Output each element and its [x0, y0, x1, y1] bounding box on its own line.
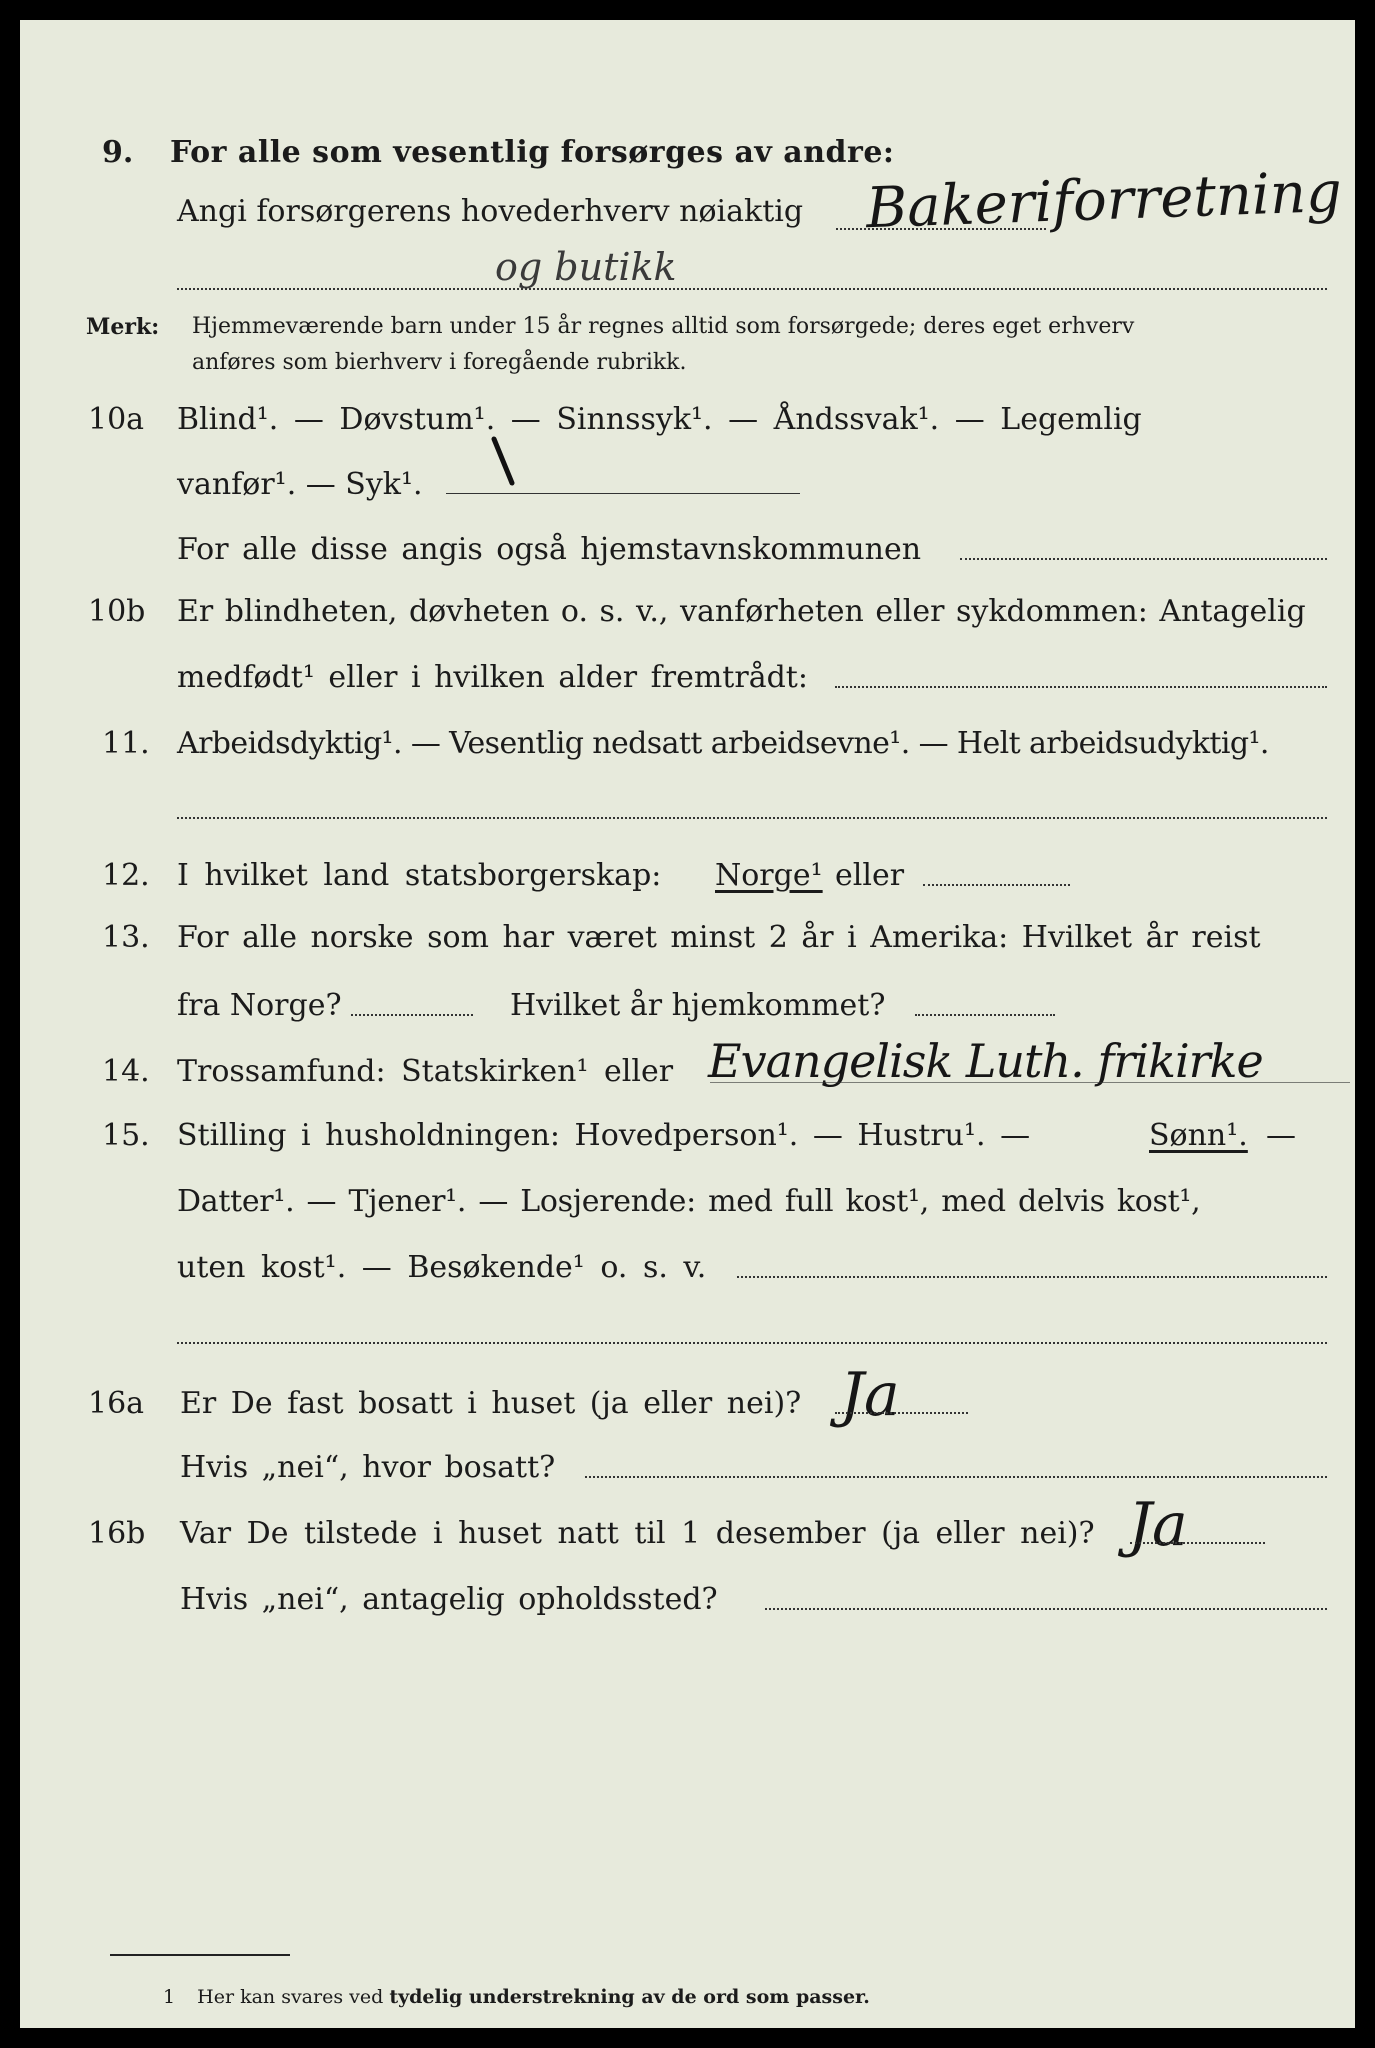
q9-line2: Angi forsørgerens hovederhverv nøiaktig: [177, 194, 804, 229]
census-form-page: [20, 20, 1355, 2028]
footnote: [163, 1984, 870, 2010]
q13-line1: For alle norske som har været minst 2 år i Amerika: Hvilket år reist: [177, 920, 1261, 955]
footnote-bold: tydelig understrekning av de ord som passer.: [389, 1986, 870, 2008]
q15-sonn-underlined: Sønn¹.: [1149, 1118, 1248, 1153]
q14-number: 14.: [102, 1054, 150, 1089]
q16b-handwritten-answer: Ja: [1128, 1490, 1188, 1560]
q15-line2: Datter¹. — Tjener¹. — Losjerende: med full kost¹, med delvis kost¹,: [177, 1184, 1201, 1219]
q10a-number: 10a: [88, 402, 145, 437]
q12-answer-line: [923, 884, 1070, 886]
q16b-number: 16b: [88, 1516, 146, 1551]
q14-line1: Trossamfund: Statskirken¹ eller: [177, 1054, 674, 1089]
q9-handwritten-answer2: og butikk: [495, 245, 677, 289]
q15-second-line: [177, 1342, 1327, 1344]
q13-line2b: Hvilket år hjemkommet?: [510, 988, 886, 1023]
q9-handwritten-answer1: Bakeriforretning: [865, 159, 1343, 242]
q9-number: 9.: [102, 135, 134, 170]
q16b-opholdssted-line: [765, 1608, 1327, 1610]
q15-answer-line: [737, 1276, 1327, 1278]
q12-suffix: eller: [835, 858, 905, 893]
q13-reist-line: [351, 1014, 473, 1016]
q10a-line2: vanfør¹. — Syk¹.: [177, 467, 423, 502]
footnote-prefix: Her kan svares ved: [197, 1986, 384, 2008]
q12-number: 12.: [102, 858, 150, 893]
q12-norge-underlined: Norge¹: [715, 858, 823, 893]
q16b-answer-line: [1130, 1542, 1265, 1544]
q16a-line1: Er De fast bosatt i huset (ja eller nei)?: [180, 1386, 802, 1421]
q10a-kommune-line: [960, 558, 1327, 560]
q11-answer-line: [177, 817, 1327, 819]
q16a-number: 16a: [88, 1386, 145, 1421]
q14-answer-line: [710, 1082, 1350, 1083]
q10b-answer-line: [835, 686, 1327, 688]
q14-handwritten-answer: Evangelisk Luth. frikirke: [708, 1034, 1263, 1088]
q10b-number: 10b: [88, 594, 146, 629]
q16b-line2: Hvis „nei“, antagelig opholdssted?: [180, 1582, 718, 1617]
q15-line1a: Stilling i husholdningen: Hovedperson¹. — Hustru¹. —: [177, 1118, 1031, 1153]
q16a-line2: Hvis „nei“, hvor bosatt?: [180, 1450, 556, 1485]
q11-number: 11.: [102, 726, 150, 761]
q10a-line1: Blind¹. — Døvstum¹. — Sinnssyk¹. — Åndssvak¹. — Legemlig: [177, 402, 1142, 437]
footnote-rule: [110, 1954, 290, 1956]
q9-second-line: [177, 288, 1327, 290]
q16b-line1: Var De tilstede i huset natt til 1 desember (ja eller nei)?: [180, 1516, 1095, 1551]
q10a-line3: For alle disse angis også hjemstavnskommunen: [177, 532, 922, 567]
q10b-line2: medfødt¹ eller i hvilken alder fremtrådt:: [177, 660, 808, 695]
q15-dash: —: [1266, 1118, 1296, 1153]
q11-line1: Arbeidsdyktig¹. — Vesentlig nedsatt arbeidsevne¹. — Helt arbeidsudyktig¹.: [177, 726, 1269, 761]
q13-hjemkommet-line: [915, 1014, 1055, 1016]
q13-number: 13.: [102, 920, 150, 955]
merk-line2: anføres som bierhverv i foregående rubrikk.: [192, 350, 687, 375]
merk-label: Merk:: [86, 314, 160, 340]
q10b-line1: Er blindheten, døvheten o. s. v., vanførheten eller sykdommen: Antagelig: [177, 594, 1306, 629]
merk-line1: Hjemmeværende barn under 15 år regnes alltid som forsørgede; deres eget erhverv: [192, 314, 1135, 339]
q16a-answer-line: [835, 1412, 968, 1414]
q15-number: 15.: [102, 1118, 150, 1153]
q16a-bosatt-line: [585, 1476, 1327, 1478]
q12-prefix: I hvilket land statsborgerskap:: [177, 858, 662, 893]
q15-line3: uten kost¹. — Besøkende¹ o. s. v.: [177, 1250, 707, 1285]
q13-line2a: fra Norge?: [177, 988, 342, 1023]
q10a-handwritten-stroke: [490, 435, 530, 495]
q16a-handwritten-answer: Ja: [840, 1360, 900, 1430]
footnote-mark: 1: [163, 1986, 176, 2008]
q9-line1: For alle som vesentlig forsørges av andre:: [170, 135, 895, 170]
